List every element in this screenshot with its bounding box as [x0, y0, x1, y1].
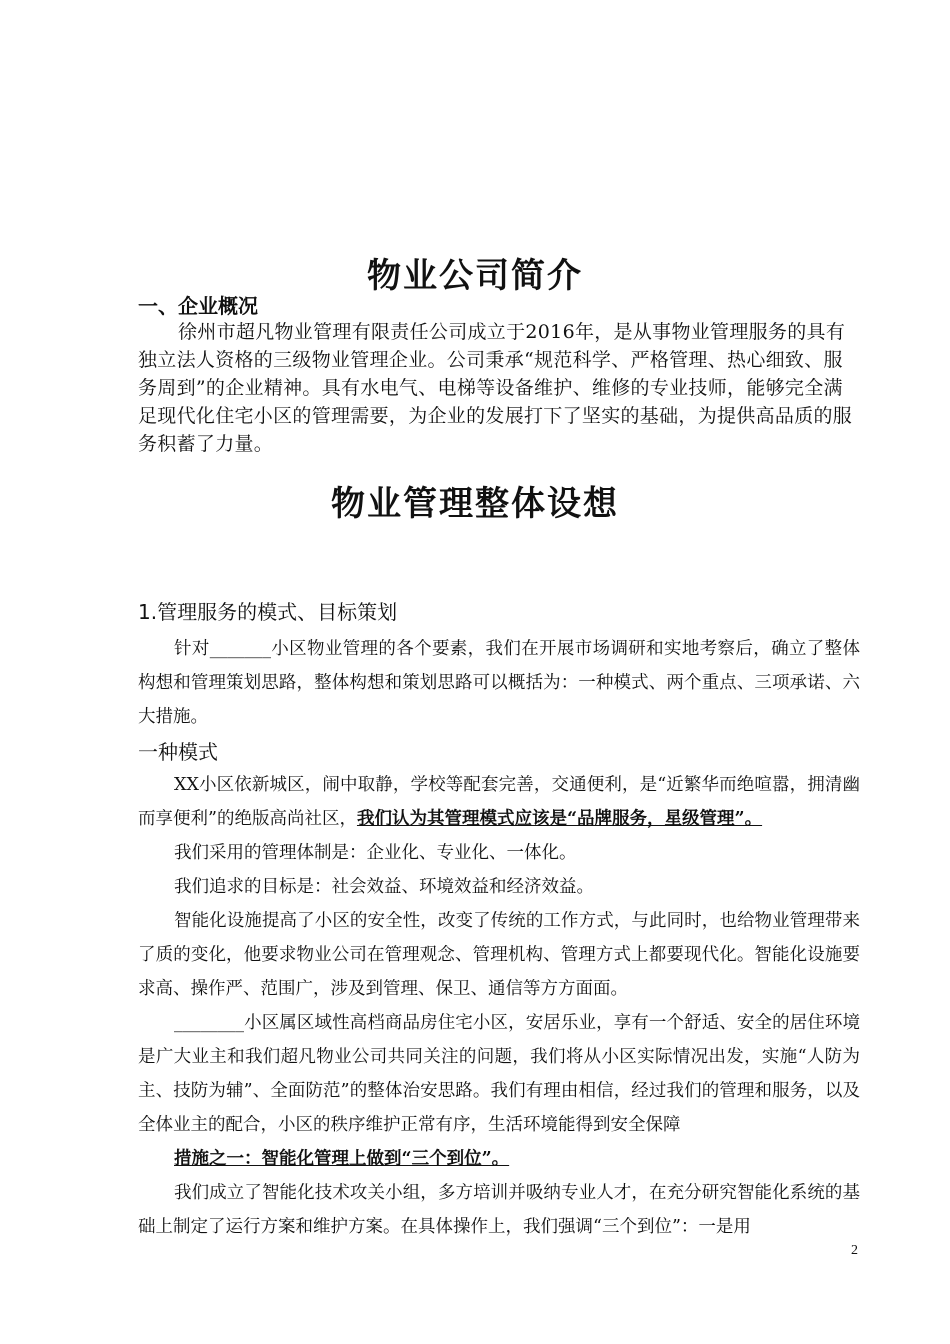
page-number: 2: [851, 1243, 858, 1258]
section-heading: 一、企业概况: [138, 294, 258, 318]
page-title: 物业公司简介: [367, 256, 583, 296]
paragraph-text: XX小区依新城区，闹中取静，学校等配套完善，交通便利，是“近繁华而绝喧嚣，拥清幽而享便利”的绝版高尚社区，: [138, 775, 860, 829]
paragraph: 我们追求的目标是：社会效益、环境效益和经济效益。: [174, 877, 594, 897]
second-title: 物业管理整体设想: [331, 484, 619, 524]
measure-heading: [138, 1142, 860, 1176]
paragraph: 我们成立了智能化技术攻关小组，多方培训并吸纳专业人才，在充分研究智能化系统的基础上制定了运行方案和维护方案。在具体操作上，我们强调“三个到位”：一是用: [138, 1183, 860, 1237]
body-block-2: [138, 768, 860, 1244]
paragraph: 我们采用的管理体制是：企业化、专业化、一体化。: [174, 843, 577, 863]
subheading-one-model: 一种模式: [138, 740, 218, 764]
paragraph: 针对_______小区物业管理的各个要素，我们在开展市场调研和实地考察后，确立了整体构想和管理策划思路，整体构想和策划思路可以概括为：一种模式、两个重点、三项承诺、六大措施。: [138, 639, 860, 727]
subheading-management-model: 1.管理服务的模式、目标策划: [138, 600, 398, 624]
paragraph: ________小区属区域性高档商品房住宅小区，安居乐业，享有一个舒适、安全的居住环境是广大业主和我们超凡物业公司共同关注的问题，我们将从小区实际情况出发，实施“人防为主、技防为辅”、全面防范”的整体治安思路。我们有理由相信，经过我们的管理和服务，以及全体业主的配合，小区的秩序维护正常有序，生活环境能得到安全保障: [138, 1013, 860, 1135]
intro-paragraph: 徐州市超凡物业管理有限责任公司成立于2016年，是从事物业管理服务的具有独立法人资格的三级物业管理企业。公司秉承“规范科学、严格管理、热心细致、服务周到”的企业精神。具有水电气、电梯等设备维护、维修的专业技师，能够完全满足现代化住宅小区的管理需要，为企业的发展打下了坚实的基础，为提供高品质的服务积蓄了力量。: [138, 321, 853, 455]
measure-text: 措施之一：智能化管理上做到“三个到位”。: [174, 1149, 510, 1169]
paragraph: 智能化设施提高了小区的安全性，改变了传统的工作方式，与此同时，也给物业管理带来了质的变化，他要求物业公司在管理观念、管理机构、管理方式上都要现代化。智能化设施要求高、操作严、范围广，涉及到管理、保卫、通信等方方面面。: [138, 911, 860, 999]
emphasis-text: 我们认为其管理模式应该是“品牌服务，星级管理”。: [356, 809, 763, 829]
body-block-1: [138, 632, 860, 734]
paragraph: [138, 768, 860, 836]
